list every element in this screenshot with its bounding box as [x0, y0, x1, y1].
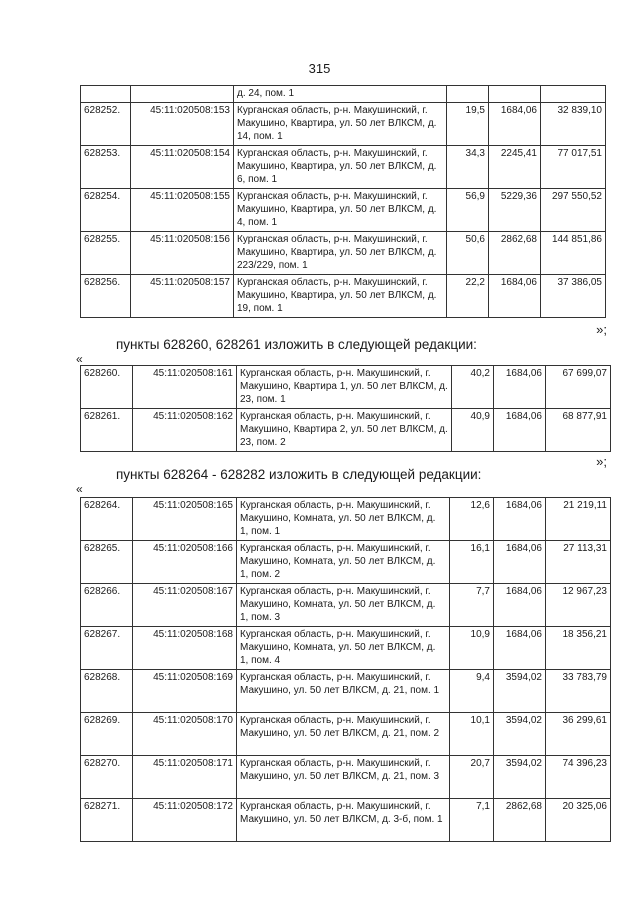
cost-cell: 67 699,07: [546, 366, 611, 409]
address-cell: Курганская область, р-н. Макушинский, г. Макушино, Комната, ул. 50 лет ВЛКСМ, д. 1, пом. 1: [237, 498, 450, 541]
area-cell: 56,9: [447, 189, 489, 232]
row-number-cell: 628267.: [81, 627, 133, 670]
cadastral-number-cell: 45:11:020508:155: [131, 189, 234, 232]
row-number-cell: 628261.: [81, 409, 133, 452]
price-cell: 2862,68: [489, 232, 541, 275]
price-cell: 1684,06: [494, 409, 546, 452]
price-cell: 1684,06: [494, 627, 546, 670]
table-row: [81, 103, 606, 146]
area-cell: 40,2: [452, 366, 494, 409]
table-row: [81, 799, 611, 842]
cadastral-number-cell: 45:11:020508:166: [133, 541, 237, 584]
address-cell: Курганская область, р-н. Макушинский, г. Макушино, Квартира 1, ул. 50 лет ВЛКСМ, д. 23, пом. 1: [237, 366, 452, 409]
address-cell: Курганская область, р-н. Макушинский, г. Макушино, Квартира, ул. 50 лет ВЛКСМ, д. 223/229, пом. 1: [234, 232, 447, 275]
row-number-cell: 628266.: [81, 584, 133, 627]
address-cell: Курганская область, р-н. Макушинский, г. Макушино, Комната, ул. 50 лет ВЛКСМ, д. 1, пом. 4: [237, 627, 450, 670]
cost-cell: 33 783,79: [546, 670, 611, 713]
row-number-cell: 628264.: [81, 498, 133, 541]
cadastral-number-cell: 45:11:020508:165: [133, 498, 237, 541]
table-row: [81, 756, 611, 799]
row-number-cell: 628265.: [81, 541, 133, 584]
cost-cell: [541, 86, 606, 103]
cost-cell: 74 396,23: [546, 756, 611, 799]
cost-cell: 68 877,91: [546, 409, 611, 452]
row-number-cell: 628252.: [81, 103, 131, 146]
table-row: [81, 275, 606, 318]
address-cell: Курганская область, р-н. Макушинский, г. Макушино, ул. 50 лет ВЛКСМ, д. 21, пом. 3: [237, 756, 450, 799]
area-cell: 40,9: [452, 409, 494, 452]
address-cell: Курганская область, р-н. Макушинский, г. Макушино, Комната, ул. 50 лет ВЛКСМ, д. 1, пом. 2: [237, 541, 450, 584]
cost-cell: 18 356,21: [546, 627, 611, 670]
cost-cell: 20 325,06: [546, 799, 611, 842]
cadastral-number-cell: 45:11:020508:168: [133, 627, 237, 670]
address-cell: Курганская область, р-н. Макушинский, г. Макушино, ул. 50 лет ВЛКСМ, д. 3-б, пом. 1: [237, 799, 450, 842]
cadastral-number-cell: 45:11:020508:153: [131, 103, 234, 146]
table-row: [81, 498, 611, 541]
cadastral-number-cell: 45:11:020508:157: [131, 275, 234, 318]
address-cell: Курганская область, р-н. Макушинский, г. Макушино, Квартира, ул. 50 лет ВЛКСМ, д. 6, пом. 1: [234, 146, 447, 189]
area-cell: [447, 86, 489, 103]
property-table-1: [80, 85, 606, 318]
cadastral-number-cell: [131, 86, 234, 103]
row-number-cell: 628269.: [81, 713, 133, 756]
price-cell: 1684,06: [489, 275, 541, 318]
cost-cell: 144 851,86: [541, 232, 606, 275]
opening-quote: «: [76, 482, 83, 496]
cadastral-number-cell: 45:11:020508:162: [133, 409, 237, 452]
address-cell: Курганская область, р-н. Макушинский, г. Макушино, ул. 50 лет ВЛКСМ, д. 21, пом. 1: [237, 670, 450, 713]
cadastral-number-cell: 45:11:020508:154: [131, 146, 234, 189]
cadastral-number-cell: 45:11:020508:172: [133, 799, 237, 842]
page-number: 315: [308, 61, 331, 76]
row-number-cell: 628268.: [81, 670, 133, 713]
address-cell: Курганская область, р-н. Макушинский, г. Макушино, ул. 50 лет ВЛКСМ, д. 21, пом. 2: [237, 713, 450, 756]
cost-cell: 27 113,31: [546, 541, 611, 584]
cost-cell: 21 219,11: [546, 498, 611, 541]
table-row: [81, 189, 606, 232]
area-cell: 16,1: [450, 541, 494, 584]
area-cell: 19,5: [447, 103, 489, 146]
amendment-paragraph: пункты 628264 - 628282 изложить в следующей редакции:: [116, 467, 482, 482]
address-cell: Курганская область, р-н. Макушинский, г. Макушино, Квартира, ул. 50 лет ВЛКСМ, д. 14, пом. 1: [234, 103, 447, 146]
price-cell: 3594,02: [494, 756, 546, 799]
area-cell: 20,7: [450, 756, 494, 799]
row-number-cell: 628260.: [81, 366, 133, 409]
table-row: [81, 86, 606, 103]
price-cell: 1684,06: [494, 498, 546, 541]
area-cell: 9,4: [450, 670, 494, 713]
cadastral-number-cell: 45:11:020508:171: [133, 756, 237, 799]
cadastral-number-cell: 45:11:020508:167: [133, 584, 237, 627]
row-number-cell: 628255.: [81, 232, 131, 275]
price-cell: 2862,68: [494, 799, 546, 842]
table-row: [81, 409, 611, 452]
cadastral-number-cell: 45:11:020508:170: [133, 713, 237, 756]
row-number-cell: 628271.: [81, 799, 133, 842]
property-table-3: [80, 497, 611, 842]
area-cell: 7,1: [450, 799, 494, 842]
price-cell: 3594,02: [494, 713, 546, 756]
cost-cell: 36 299,61: [546, 713, 611, 756]
area-cell: 10,9: [450, 627, 494, 670]
cost-cell: 12 967,23: [546, 584, 611, 627]
row-number-cell: [81, 86, 131, 103]
area-cell: 34,3: [447, 146, 489, 189]
table-row: [81, 713, 611, 756]
cost-cell: 32 839,10: [541, 103, 606, 146]
cadastral-number-cell: 45:11:020508:169: [133, 670, 237, 713]
closing-quote: »;: [596, 322, 607, 337]
table-row: [81, 541, 611, 584]
opening-quote: «: [76, 352, 83, 366]
price-cell: 5229,36: [489, 189, 541, 232]
table-row: [81, 584, 611, 627]
table-row: [81, 670, 611, 713]
table-row: [81, 627, 611, 670]
price-cell: 2245,41: [489, 146, 541, 189]
area-cell: 12,6: [450, 498, 494, 541]
address-cell: Курганская область, р-н. Макушинский, г. Макушино, Комната, ул. 50 лет ВЛКСМ, д. 1, пом. 3: [237, 584, 450, 627]
property-table-2: [80, 365, 611, 452]
address-cell: д. 24, пом. 1: [234, 86, 447, 103]
address-cell: Курганская область, р-н. Макушинский, г. Макушино, Квартира 2, ул. 50 лет ВЛКСМ, д. 23, пом. 2: [237, 409, 452, 452]
cadastral-number-cell: 45:11:020508:156: [131, 232, 234, 275]
table-row: [81, 146, 606, 189]
price-cell: 3594,02: [494, 670, 546, 713]
closing-quote: »;: [596, 454, 607, 469]
price-cell: [489, 86, 541, 103]
cost-cell: 37 386,05: [541, 275, 606, 318]
area-cell: 50,6: [447, 232, 489, 275]
area-cell: 22,2: [447, 275, 489, 318]
cost-cell: 77 017,51: [541, 146, 606, 189]
row-number-cell: 628253.: [81, 146, 131, 189]
price-cell: 1684,06: [494, 541, 546, 584]
amendment-paragraph: пункты 628260, 628261 изложить в следующей редакции:: [116, 337, 477, 352]
price-cell: 1684,06: [494, 366, 546, 409]
table-row: [81, 366, 611, 409]
cost-cell: 297 550,52: [541, 189, 606, 232]
row-number-cell: 628270.: [81, 756, 133, 799]
cadastral-number-cell: 45:11:020508:161: [133, 366, 237, 409]
address-cell: Курганская область, р-н. Макушинский, г. Макушино, Квартира, ул. 50 лет ВЛКСМ, д. 19, пом. 1: [234, 275, 447, 318]
area-cell: 10,1: [450, 713, 494, 756]
price-cell: 1684,06: [489, 103, 541, 146]
price-cell: 1684,06: [494, 584, 546, 627]
address-cell: Курганская область, р-н. Макушинский, г. Макушино, Квартира, ул. 50 лет ВЛКСМ, д. 4, пом. 1: [234, 189, 447, 232]
table-row: [81, 232, 606, 275]
row-number-cell: 628256.: [81, 275, 131, 318]
row-number-cell: 628254.: [81, 189, 131, 232]
area-cell: 7,7: [450, 584, 494, 627]
